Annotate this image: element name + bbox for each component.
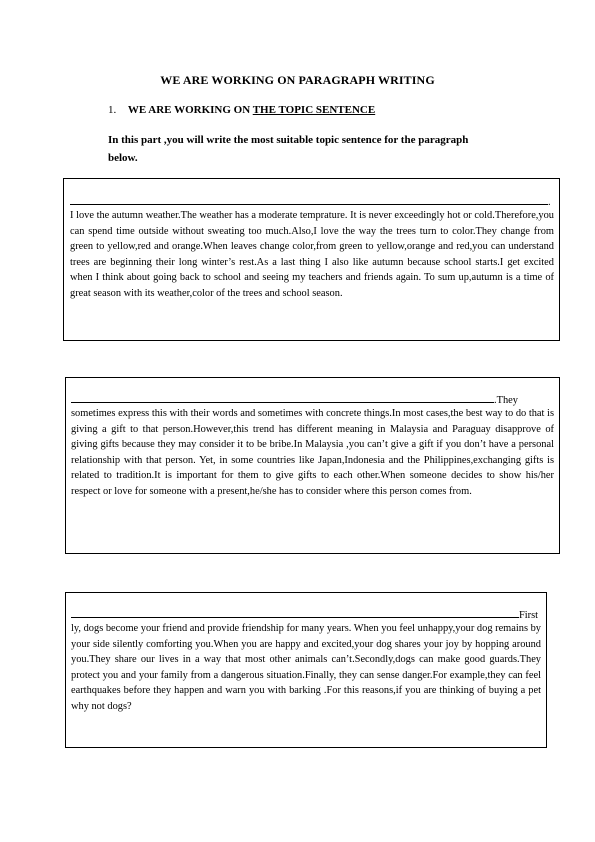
- page-title: WE ARE WORKING ON PARAGRAPH WRITING: [160, 73, 435, 87]
- section-number: 1.: [108, 104, 117, 116]
- section-heading: [108, 104, 375, 116]
- topic-sentence-blank-1[interactable]: [70, 194, 554, 208]
- instruction-line-1: In this part ,you will write the most suitable topic sentence for the paragraph: [108, 134, 469, 146]
- paragraph-box-2: [65, 377, 560, 554]
- paragraph-box-1: [63, 178, 560, 341]
- instruction: [108, 131, 518, 167]
- instruction-line-2: below.: [108, 152, 138, 164]
- blank-end-3: First: [519, 610, 539, 621]
- section-topic: THE TOPIC SENTENCE: [252, 104, 376, 116]
- paragraph-box-3: [65, 592, 547, 748]
- paragraph-text-3: ly, dogs become your friend and provide friendship for many years. When you feel unhappy,your dog remains by your side silently comforting you.When you are happy and excited,your dog shares your joy by hopping around you.They share our lives in a way that most other animals can’t.Secondly,dogs can make good guards.They protect you and your family from a dangerous situation.Finally, they can sense danger.For example,they can feel earthquakes before they happen and warn you with barking .For this reasons,if you are thinking of buying a pet why not dogs?: [71, 623, 541, 712]
- topic-sentence-blank-3[interactable]: [71, 607, 541, 621]
- blank-end-1: .: [548, 197, 551, 208]
- paragraph-text-2: sometimes express this with their words and sometimes with concrete things.In most cases,the best way to do that is giving a gift to that person.However,this trend has different meaning in Malaysia and Paraguay disapprove of giving gifts because they may consider it to be bribe.In Malaysia ,you can’t give a gift if you don’t have a personal relationship with that person. Yet, in some countries like Japan,Indonesia and the Philippines,exchanging gifts is related to tradition.It is important for them to give gifts to each other.When someone decides to show his/her respect or love for someone with a present,he/she has to consider where this person comes from.: [71, 408, 554, 497]
- topic-sentence-blank-2[interactable]: [71, 392, 554, 406]
- section-prefix: WE ARE WORKING ON: [127, 104, 251, 116]
- blank-end-2: .They: [494, 395, 518, 406]
- paragraph-text-1: I love the autumn weather.The weather has a moderate temprature. It is never exceedingly hot or cold.Therefore,you can spend time outside without sweating too much.Also,I love the way the trees turn to color.They change from green to yellow,red and orange.When leaves change color,from green to yellow,orange and red,you can understand trees are beginning their long winter’s rest.As a last thing I also like autumn because school starts.I get excited when I think about going back to school and seeing my teachers and friends again. To sum up,autumn is a time of great season with its weather,color of the trees and school season.: [70, 210, 554, 299]
